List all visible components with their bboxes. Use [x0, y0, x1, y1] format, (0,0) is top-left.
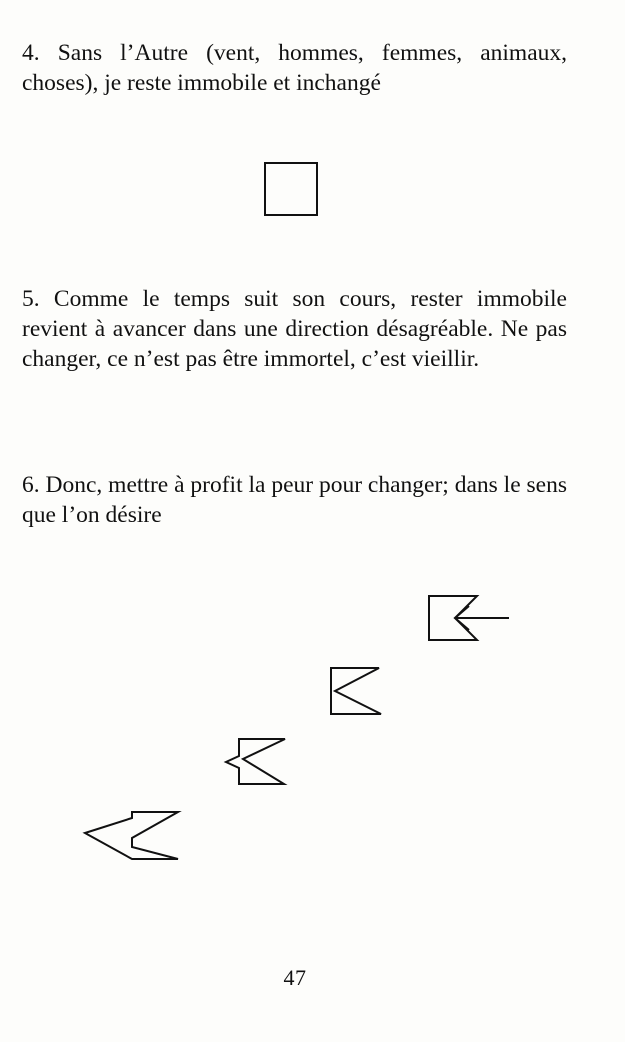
square-with-arrow-figure: [425, 590, 515, 650]
page-number: 47: [283, 965, 307, 990]
paragraph-4: 4. Sans l’Autre (vent, hommes, femmes, animaux, choses), je reste immobile et inchangé: [22, 40, 567, 96]
paragraph-6: 6. Donc, mettre à profit la peur pour changer; dans le sens que l’on désire: [22, 472, 567, 528]
transforming-shape-1: [326, 662, 388, 720]
transforming-shape-3: [80, 805, 184, 867]
square-figure: [262, 160, 322, 220]
transforming-shape-2: [222, 732, 294, 792]
paragraph-5: 5. Comme le temps suit son cours, rester immobile revient à avancer dans une direction désagréable. Ne pas changer, ce n’est pas être immortel, c’est vieillir.: [22, 286, 567, 372]
